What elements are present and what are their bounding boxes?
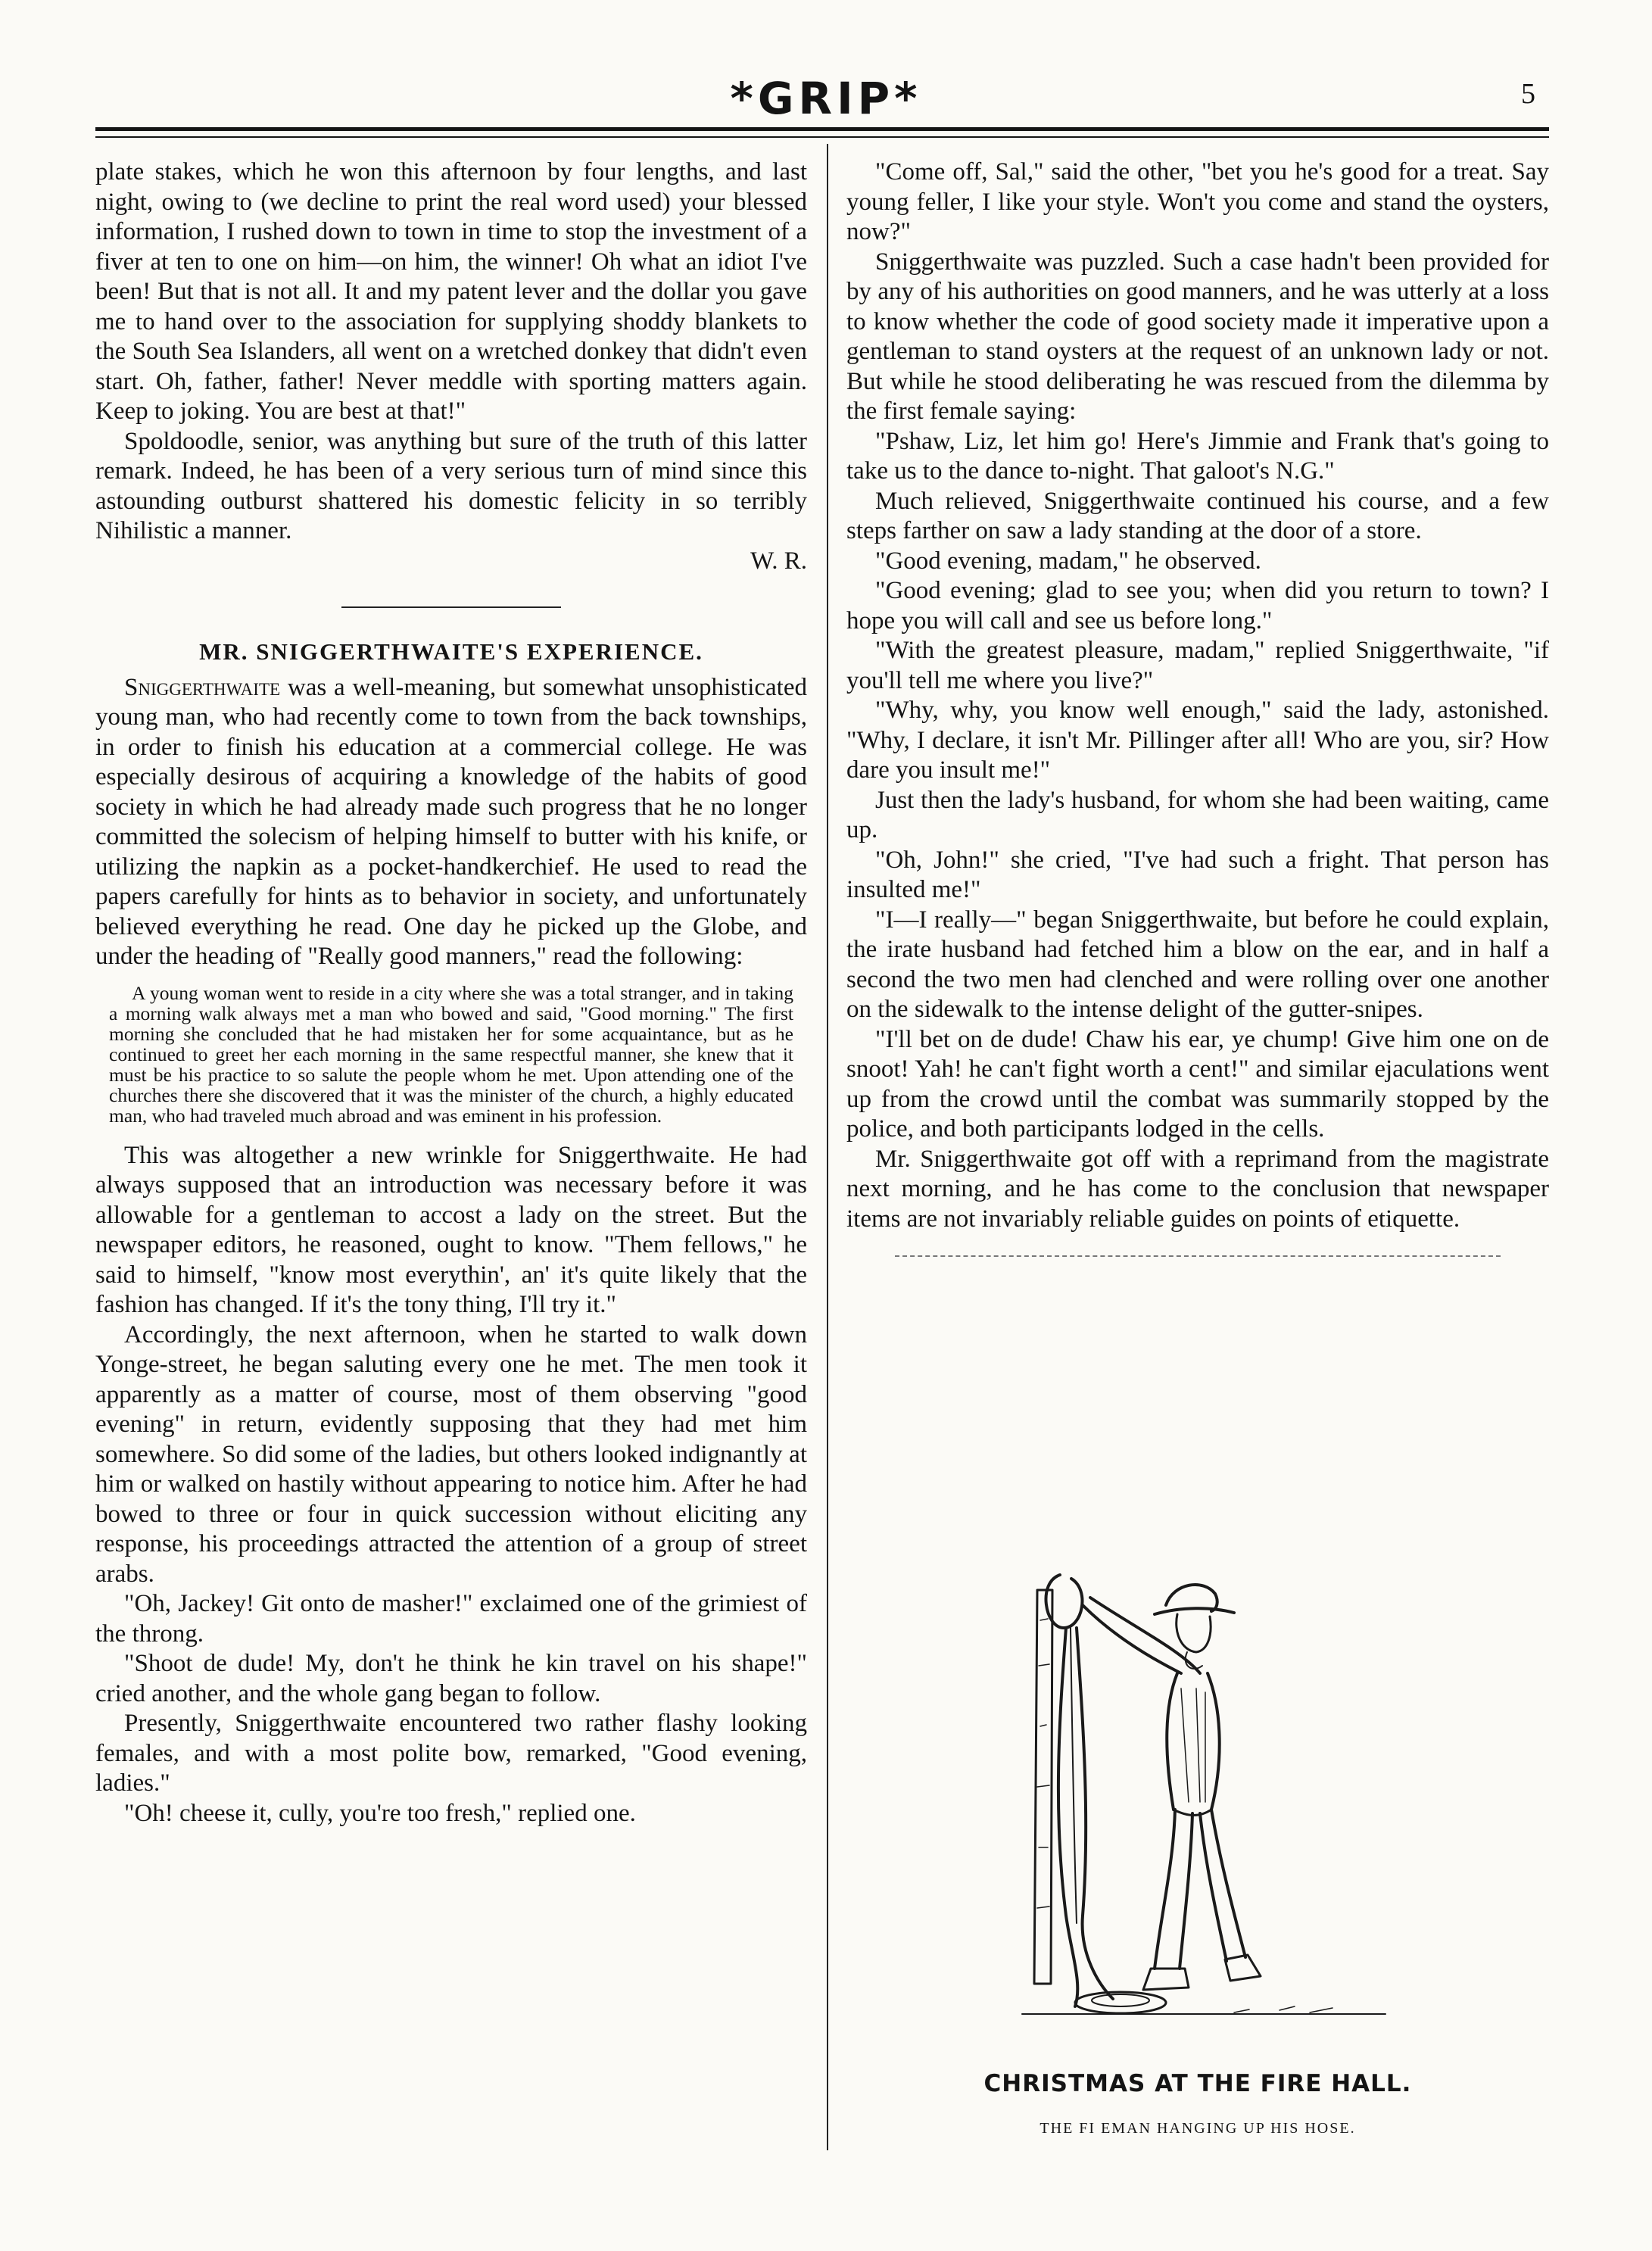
article-paragraph: "Oh! cheese it, cully, you're too fresh," replied one. — [124, 1799, 636, 1827]
header-rule-thick — [95, 127, 1549, 131]
illustration-caption: CHRISTMAS AT THE FIRE HALL. — [983, 2070, 1412, 2097]
article-paragraph: Accordingly, the next afternoon, when he started to walk down Yonge-street, he began saluting every one he met. The men took it apparently as a matter of course, most of them observing "good evening" in return, evidently supposing that they had met him somewhere. So did some of the ladies, but others looked indignantly at him or walked on hastily without appearing to notice him. After he had bowed to three or four in quick succession without eliciting any response, his proceedings attracted the attention of a group of street arabs. — [95, 1320, 807, 1588]
article-paragraph: Presently, Sniggerthwaite encountered two rather flashy looking females, and with a most polite bow, remarked, "Good evening, ladies." — [95, 1710, 807, 1797]
article-paragraph: Sniggerthwaite was puzzled. Such a case hadn't been provided for by any of his authorities on good manners, and he was utterly at a loss to know whether the code of good society made it imperative upon a gentleman to stand oysters at the request of an unknown lady or not. But while he stood deliberating he was rescued from the dilemma by the first female saying: — [846, 248, 1549, 425]
quoted-item-text: A young woman went to reside in a city where she was a total stranger, and in taking a morning walk always met a man who bowed and said, "Good morning." The first morning she concluded that he had mistaken her for some acquaintance, but as he continued to greet her each morning in the same respectful manner, she knew that it must be his practice to so salute the people whom he met. Upon attending one of the churches there she discovered that it was the minister of the church, a highly educated man, who had traveled much abroad and was eminent in his profession. — [109, 981, 793, 1127]
column-divider — [827, 144, 828, 2150]
section-rule — [341, 606, 561, 608]
article-paragraph: Much relieved, Sniggerthwaite continued his course, and a few steps farther on saw a lady standing at the door of a store. — [846, 487, 1549, 544]
article-paragraph: "Come off, Sal," said the other, "bet you he's good for a treat. Say young feller, I like your style. Won't you come and stand the oysters, now?" — [846, 158, 1549, 245]
masthead — [0, 73, 1652, 126]
article-paragraph: "Shoot de dude! My, don't he think he kin travel on his shape!" cried another, and the whole gang began to follow. — [95, 1650, 807, 1707]
article-paragraph: "I—I really—" began Sniggerthwaite, but before he could explain, the irate husband had fetched him a blow on the ear, and in half a second the two men had clenched and were rolling over one another on the sidewalk to the intense delight of the gutter-snipes. — [846, 906, 1549, 1023]
section-dotted-rule — [895, 1255, 1501, 1257]
page-number: 5 — [1521, 78, 1535, 110]
signature-line — [95, 547, 807, 577]
continuation-paragraph: Spoldoodle, senior, was anything but sure of the truth of this latter remark. Indeed, he has been of a very serious turn of mind since this astounding outburst shattered his domestic felicity in so terribly Nihilistic a manner. — [95, 427, 807, 544]
article-paragraph: Mr. Sniggerthwaite got off with a reprimand from the magistrate next morning, and he has come to the conclusion that newspaper items are not invariably reliable guides on points of etiquette. — [846, 1145, 1549, 1233]
article-paragraph: "Good evening, madam," he observed. — [875, 547, 1261, 575]
article-paragraph: "Pshaw, Liz, let him go! Here's Jimmie and Frank that's going to take us to the dance to-night. That galoot's N.G." — [846, 427, 1549, 485]
article-lead-word: Sniggerthwaite — [124, 673, 281, 701]
right-column — [846, 157, 1549, 1257]
article-paragraph: "Oh, Jackey! Git onto de masher!" exclaimed one of the grimiest of the throng. — [95, 1590, 807, 1648]
article-paragraph — [95, 673, 807, 972]
article-paragraph: "Good evening; glad to see you; when did you return to town? I hope you will call and see us before long." — [846, 577, 1549, 634]
article-paragraph-text: was a well-meaning, but somewhat unsophisticated young man, who had recently come to town from the back townships, in order to finish his education at a commercial college. He was especially desirous of acquiring a knowledge of the habits of good society in which he had already made such progress that he no longer committed the solecism of helping himself to butter with his knife, or utilizing the napkin as a pocket-handkerchief. He used to read the papers carefully for hints as to behavior in society, and unfortunately believed everything he read. One day he picked up the Globe, and under the heading of "Really good manners," read the following: — [95, 673, 807, 970]
illustration-subcaption: THE FI EMAN HANGING UP HIS HOSE. — [1040, 2120, 1356, 2137]
article-paragraph: This was altogether a new wrinkle for Sniggerthwaite. He had always supposed that an introduction was necessary before it was allowable for a gentleman to accost a lady on the street. But the newspaper editors, he reasoned, ought to know. "Them fellows," he said to himself, "know most everythin', an' it's quite likely that the fashion has changed. If it's the tony thing, I'll try it." — [95, 1141, 807, 1318]
fireman-hose-illustration — [1007, 1560, 1401, 2029]
masthead-title: *GRIP* — [730, 73, 922, 124]
article-paragraph: Just then the lady's husband, for whom she had been waiting, came up. — [846, 786, 1549, 843]
quoted-item — [109, 983, 793, 1126]
continuation-paragraph: plate stakes, which he won this afternoon by four lengths, and last night, owing to (we decline to print the real word used) your blessed information, I rushed down to town in time to stop the investment of a fiver at ten to one on him—on him, the winner! Oh what an idiot I've been! But that is not all. It and my patent lever and the dollar you gave me to hand over to the association for supplying shoddy blankets to the South Sea Islanders, all went on a wretched donkey that didn't even start. Oh, father, father! Never meddle with sporting matters again. Keep to joking. You are best at that!" — [95, 158, 807, 425]
article-title: MR. SNIGGERTHWAITE'S EXPERIENCE. — [199, 638, 703, 665]
article-paragraph: "With the greatest pleasure, madam," replied Sniggerthwaite, "if you'll tell me where you live?" — [846, 637, 1549, 694]
article-paragraph: "I'll bet on de dude! Chaw his ear, ye chump! Give him one on de snoot! Yah! he can't fight worth a cent!" and similar ejaculations went up from the crowd until the combat was summarily stopped by the police, and both participants lodged in the cells. — [846, 1025, 1549, 1143]
article-paragraph: "Why, why, you know well enough," said the lady, astonished. "Why, I declare, it isn't Mr. Pillinger after all! Who are you, sir? How dare you insult me!" — [846, 697, 1549, 784]
header-rule-thin — [95, 136, 1549, 138]
left-column — [95, 157, 807, 1829]
signature: W. R. — [750, 547, 807, 575]
article-paragraph: "Oh, John!" she cried, "I've had such a fright. That person has insulted me!" — [846, 846, 1549, 903]
